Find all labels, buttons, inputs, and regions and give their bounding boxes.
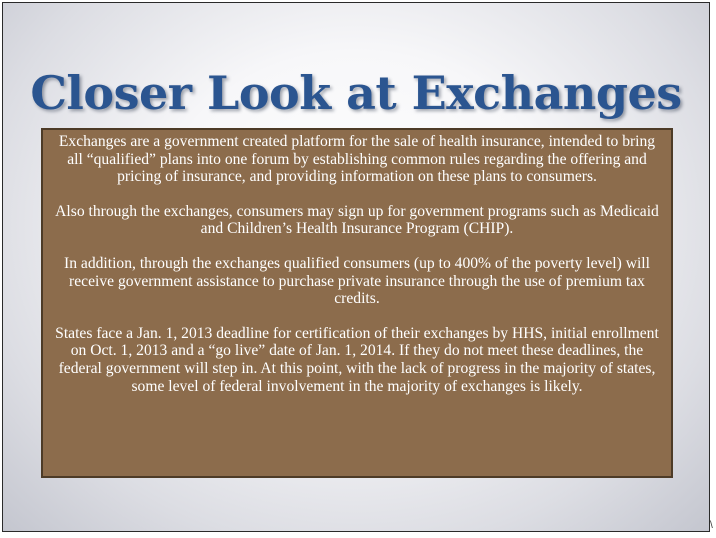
slide xyxy=(2,2,710,532)
paragraph-deadlines: States face a Jan. 1, 2013 deadline for certification of their exchanges by HHS, initial enrollment on Oct. 1, 2013 and a “go live” date of Jan. 1, 2014. If they do not meet these deadlines, the federal government will step in. At this point, with the lack of progress in the majority of states, some level of federal involvement in the majority of exchanges is likely. xyxy=(55,324,659,395)
content-box xyxy=(41,128,673,478)
paragraph-exchanges-definition: Exchanges are a government created platform for the sale of health insurance, intended to bring all “qualified” plans into one forum by establishing common rules regarding the offering and pricing of insurance, and providing information on these plans to consumers. xyxy=(58,133,656,186)
paragraph-government-programs: Also through the exchanges, consumers may sign up for government programs such as Medicaid and Children’s Health Insurance Program (CHIP). xyxy=(55,202,659,238)
paragraph-premium-tax-credits: In addition, through the exchanges qualified consumers (up to 400% of the poverty level) will receive government assistance to purchase private insurance through the use of premium tax credits. xyxy=(64,254,650,308)
corner-mark: \ xyxy=(710,520,713,531)
slide-title: Closer Look at Exchanges xyxy=(30,66,682,120)
